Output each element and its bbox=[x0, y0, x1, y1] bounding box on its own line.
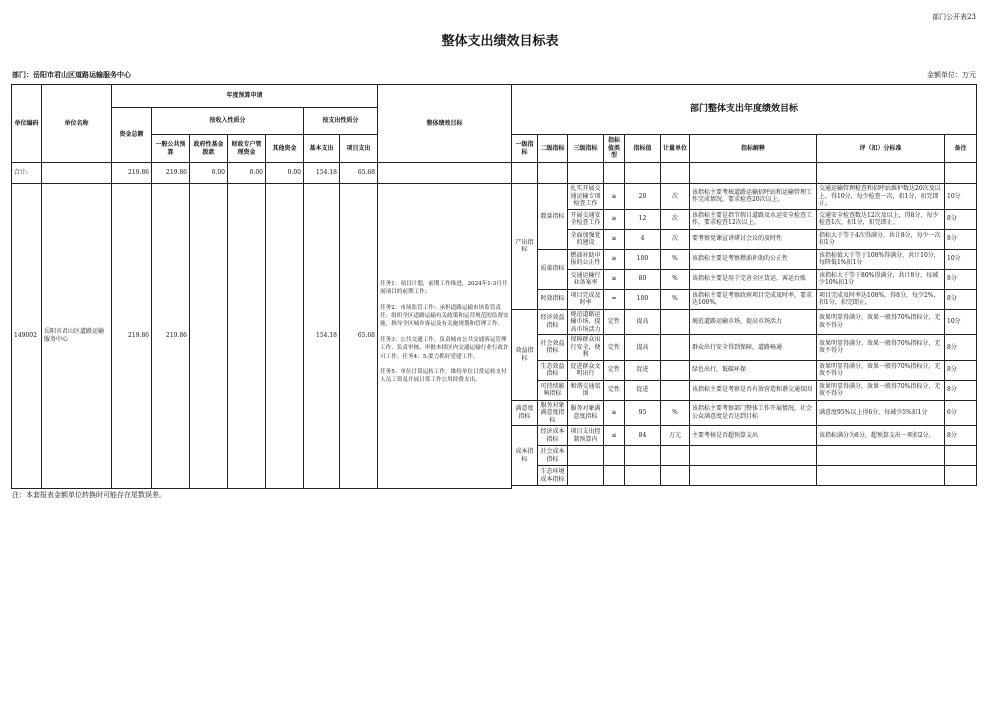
currency-unit-label: 金额单位：万元 bbox=[927, 71, 976, 79]
explain-cell: 绿色出行，低碳环保 bbox=[690, 360, 817, 380]
remark-cell: 8分 bbox=[945, 289, 977, 309]
explain-cell: 主要考核是否超预算支出 bbox=[690, 426, 817, 446]
col-total: 资金总额 bbox=[112, 108, 152, 163]
vtype-cell: ≥ bbox=[604, 249, 625, 269]
task-list bbox=[378, 184, 512, 489]
page-title: 整体支出绩效目标表 bbox=[441, 34, 559, 49]
remark-cell: 10分 bbox=[945, 309, 977, 335]
col-level1: 一级指标 bbox=[512, 135, 538, 163]
l2-socialcost: 社会成本指标 bbox=[538, 446, 568, 466]
col-other-funds: 其他资金 bbox=[266, 135, 304, 163]
vtype-cell: ≥ bbox=[604, 184, 625, 210]
task-item: 任务2：市场监管工作：承担道路运输市场监管责任；组织全区道路运输有关政策和运营规范的监督实施，指导全区城乡客运及有关施规划和管理工作。 bbox=[380, 304, 509, 328]
l2-time: 时效指标 bbox=[538, 289, 568, 309]
col-remark: 备注 bbox=[945, 135, 977, 163]
score-cell: 交通运输管理检查和招呼站维护数达20次及以上，得10分，每少检查一次，扣1分，扣完即止。 bbox=[817, 184, 945, 210]
l3-cell: 全面加强党的建设 bbox=[568, 229, 604, 249]
unit-cell: 次 bbox=[661, 229, 690, 249]
remark-cell: 8分 bbox=[945, 229, 977, 249]
explain-cell: 规范道路运输市场，提高市场活力 bbox=[690, 309, 817, 335]
score-cell: 该指标值大于等于100%得满分，共计10分，每降低1%扣1分 bbox=[817, 249, 945, 269]
col-annual-budget: 年度预算申请 bbox=[112, 85, 378, 108]
explain-cell: 该指标主要是考察是否有效营造和谐交通氛围 bbox=[690, 380, 817, 400]
unit-general: 219.86 bbox=[152, 184, 190, 489]
remark-cell: 8分 bbox=[945, 360, 977, 380]
l1-satisfaction: 满意度指标 bbox=[512, 400, 538, 426]
col-value: 指标值 bbox=[625, 135, 661, 163]
total-row bbox=[12, 163, 977, 184]
explain-cell: 该指标主要是指节假日道路及水运安全检查工作，要求检查12次以上。 bbox=[690, 209, 817, 229]
remark-cell: 8分 bbox=[945, 269, 977, 289]
explain-cell: 该指标主要考察部门整体工作开展情况，社会公众满意度是否达到目标 bbox=[690, 400, 817, 426]
value-cell: 提高 bbox=[625, 335, 661, 361]
l2-sustain: 可持续影响指标 bbox=[538, 380, 568, 400]
l2-quality: 质量指标 bbox=[538, 249, 568, 289]
explain-cell: 要考察党课宣讲研讨会议的及时性 bbox=[690, 229, 817, 249]
unit-total: 219.86 bbox=[112, 184, 152, 489]
vtype-cell: = bbox=[604, 289, 625, 309]
unit-cell: % bbox=[661, 249, 690, 269]
total-other: 0.00 bbox=[266, 163, 304, 184]
col-unit-code: 单位编码 bbox=[12, 85, 42, 163]
unit-cell bbox=[661, 309, 690, 335]
unit-cell bbox=[661, 360, 690, 380]
unit-cell: 次 bbox=[661, 184, 690, 210]
value-cell: 84 bbox=[625, 426, 661, 446]
l3-cell: 规范道路运输市场，提高市场活力 bbox=[568, 309, 604, 335]
total-amount: 219.86 bbox=[112, 163, 152, 184]
table-row bbox=[12, 184, 977, 210]
score-cell: 效果明显得满分，效果一般得70%指标分，无效不得分 bbox=[817, 309, 945, 335]
task-item: 任务5：单位日常运转工作，维持单位日常运转支付人员工资及开展日常工作公用经费支出。 bbox=[380, 368, 507, 384]
footnote: 注：本套报表金额单位转换时可能存在尾数误差。 bbox=[12, 491, 166, 499]
l3-cell: 服务对象满意度指标 bbox=[568, 400, 604, 426]
unit-code: 149002 bbox=[12, 184, 42, 489]
score-cell: 效果明显得满分，效果一般得70%指标分，无效不得分 bbox=[817, 335, 945, 361]
explain-cell: 该指标主要是考察燃油补助的公正性 bbox=[690, 249, 817, 269]
l3-cell: 保障群众出行安全，便利 bbox=[568, 335, 604, 361]
vtype-cell: ≥ bbox=[604, 269, 625, 289]
value-cell: 80 bbox=[625, 269, 661, 289]
page-tag: 部门公开表23 bbox=[932, 13, 976, 21]
value-cell: 促进 bbox=[625, 380, 661, 400]
l3-cell: 开展交通安全检查工作 bbox=[568, 209, 604, 229]
total-general: 219.86 bbox=[152, 163, 190, 184]
col-unit-name: 单位名称 bbox=[42, 85, 112, 163]
remark-cell: 10分 bbox=[945, 184, 977, 210]
task-item: 任务3：公共交通工作，负责城市公共交通客运管理工作，负责审核、审批本辖区内交通运输行业行政许可工作。任务4：5.要力抓好党建工作。 bbox=[380, 336, 509, 360]
unit-cell: % bbox=[661, 269, 690, 289]
col-level3: 三级指标 bbox=[568, 135, 604, 163]
score-cell: 效果明显得满分，效果一般得70%指标分，无效不得分 bbox=[817, 360, 945, 380]
value-cell: 100 bbox=[625, 249, 661, 269]
col-project-expense: 项目支出 bbox=[340, 135, 378, 163]
total-special: 0.00 bbox=[228, 163, 266, 184]
col-unit-measure: 计量单位 bbox=[661, 135, 690, 163]
col-explain: 指标解释 bbox=[690, 135, 817, 163]
vtype-cell: 定性 bbox=[604, 309, 625, 335]
col-basic-expense: 基本支出 bbox=[304, 135, 340, 163]
unit-cell: % bbox=[661, 400, 690, 426]
unit-cell: 次 bbox=[661, 209, 690, 229]
vtype-cell: ≤ bbox=[604, 426, 625, 446]
col-dept-goal: 部门整体支出年度绩效目标 bbox=[512, 85, 977, 135]
score-cell: 该指标大于等于80%得满分，共计8分，每减少10%扣1分 bbox=[817, 269, 945, 289]
remark-cell: 8分 bbox=[945, 426, 977, 446]
l2-quantity: 数量指标 bbox=[538, 184, 568, 250]
col-level2: 二级指标 bbox=[538, 135, 568, 163]
score-cell: 交通安全检查数达12次及以上，得8分，每少检查1次，扣1分，扣完即止。 bbox=[817, 209, 945, 229]
value-cell: 20 bbox=[625, 184, 661, 210]
col-general-budget: 一般公共预算 bbox=[152, 135, 190, 163]
remark-cell: 8分 bbox=[945, 380, 977, 400]
total-project: 65.68 bbox=[340, 163, 378, 184]
unit-project: 65.68 bbox=[340, 184, 378, 489]
department-label: 部门：岳阳市君山区道路运输服务中心 bbox=[12, 70, 131, 79]
col-overall-goal: 整体绩效目标 bbox=[378, 85, 512, 163]
col-special-account: 财政专户管理资金 bbox=[228, 135, 266, 163]
col-scoring: 评（扣）分标准 bbox=[817, 135, 945, 163]
unit-basic: 154.18 bbox=[304, 184, 340, 489]
value-cell: 12 bbox=[625, 209, 661, 229]
unit-cell bbox=[661, 335, 690, 361]
value-cell: 促进 bbox=[625, 360, 661, 380]
unit-cell: 万元 bbox=[661, 426, 690, 446]
vtype-cell: ≥ bbox=[604, 229, 625, 249]
explain-cell: 该指标主要考核道路运输招呼站和运输管理工作完成情况，要求检查20次以上。 bbox=[690, 184, 817, 210]
vtype-cell: 定性 bbox=[604, 380, 625, 400]
value-cell: 95 bbox=[625, 400, 661, 426]
l2-ecocost: 生态环境成本指标 bbox=[538, 466, 568, 486]
l2-service: 服务对象满意度指标 bbox=[538, 400, 568, 426]
score-cell: 指标大于等于4次得满分，共计8分，每少一次扣1分 bbox=[817, 229, 945, 249]
value-cell: 提高 bbox=[625, 309, 661, 335]
col-value-type: 指标值类型 bbox=[604, 135, 625, 163]
l1-cost: 成本指标 bbox=[512, 426, 538, 486]
l3-cell: 交通运输行业备案率 bbox=[568, 269, 604, 289]
score-cell: 该指标满分为8分，超预算支出一项扣2分。 bbox=[817, 426, 945, 446]
remark-cell: 6分 bbox=[945, 400, 977, 426]
task-item: 任务1：项目计划，前期工作推进，2024年1-3月开展项目的前期工作； bbox=[380, 280, 508, 296]
l3-cell: 项目完成及时率 bbox=[568, 289, 604, 309]
vtype-cell: 定性 bbox=[604, 360, 625, 380]
col-gov-fund: 政府性基金拨款 bbox=[190, 135, 228, 163]
l3-cell: 扎实开展交通运输专项检查工作 bbox=[568, 184, 604, 210]
l3-cell: 燃油补助申报的公正性 bbox=[568, 249, 604, 269]
explain-cell: 该指标主要是考察政府项目完成及时率，要求达100%。 bbox=[690, 289, 817, 309]
score-cell: 满意度95%以上得6分，每减少5%扣1分 bbox=[817, 400, 945, 426]
value-cell: 4 bbox=[625, 229, 661, 249]
explain-cell: 该指标主要是用于完善全区货运、客运台账 bbox=[690, 269, 817, 289]
l3-cell: 项目支出控制预算内 bbox=[568, 426, 604, 446]
col-by-source: 按收入性质分 bbox=[152, 108, 304, 135]
vtype-cell: ≥ bbox=[604, 400, 625, 426]
remark-cell: 8分 bbox=[945, 335, 977, 361]
vtype-cell: ≥ bbox=[604, 209, 625, 229]
l2-eco: 生态效益指标 bbox=[538, 360, 568, 380]
explain-cell: 群众出行安全得到保障，道路畅通 bbox=[690, 335, 817, 361]
score-cell: 项目完成及时率达100%，得8分，每少2%，扣1分，扣完即止。 bbox=[817, 289, 945, 309]
value-cell: 100 bbox=[625, 289, 661, 309]
unit-name: 岳阳市君山区道路运输服务中心 bbox=[42, 184, 112, 489]
col-by-use: 按支出性质分 bbox=[304, 108, 378, 135]
remark-cell: 10分 bbox=[945, 249, 977, 269]
total-basic: 154.18 bbox=[304, 163, 340, 184]
l3-cell: 促进群众文明出行 bbox=[568, 360, 604, 380]
l2-economic: 经济效益指标 bbox=[538, 309, 568, 335]
vtype-cell: 定性 bbox=[604, 335, 625, 361]
remark-cell: 8分 bbox=[945, 209, 977, 229]
unit-cell: % bbox=[661, 289, 690, 309]
l2-econcost: 经济成本指标 bbox=[538, 426, 568, 446]
l2-social: 社会效益指标 bbox=[538, 335, 568, 361]
l1-benefit: 效益指标 bbox=[512, 309, 538, 400]
unit-cell bbox=[661, 380, 690, 400]
l3-cell: 和谐交通氛围 bbox=[568, 380, 604, 400]
total-label: 合计: bbox=[12, 163, 42, 184]
score-cell: 效果明显得满分，效果一般得70%指标分，无效不得分 bbox=[817, 380, 945, 400]
performance-table bbox=[11, 84, 977, 489]
total-gov-fund: 0.00 bbox=[190, 163, 228, 184]
l1-output: 产出指标 bbox=[512, 184, 538, 310]
